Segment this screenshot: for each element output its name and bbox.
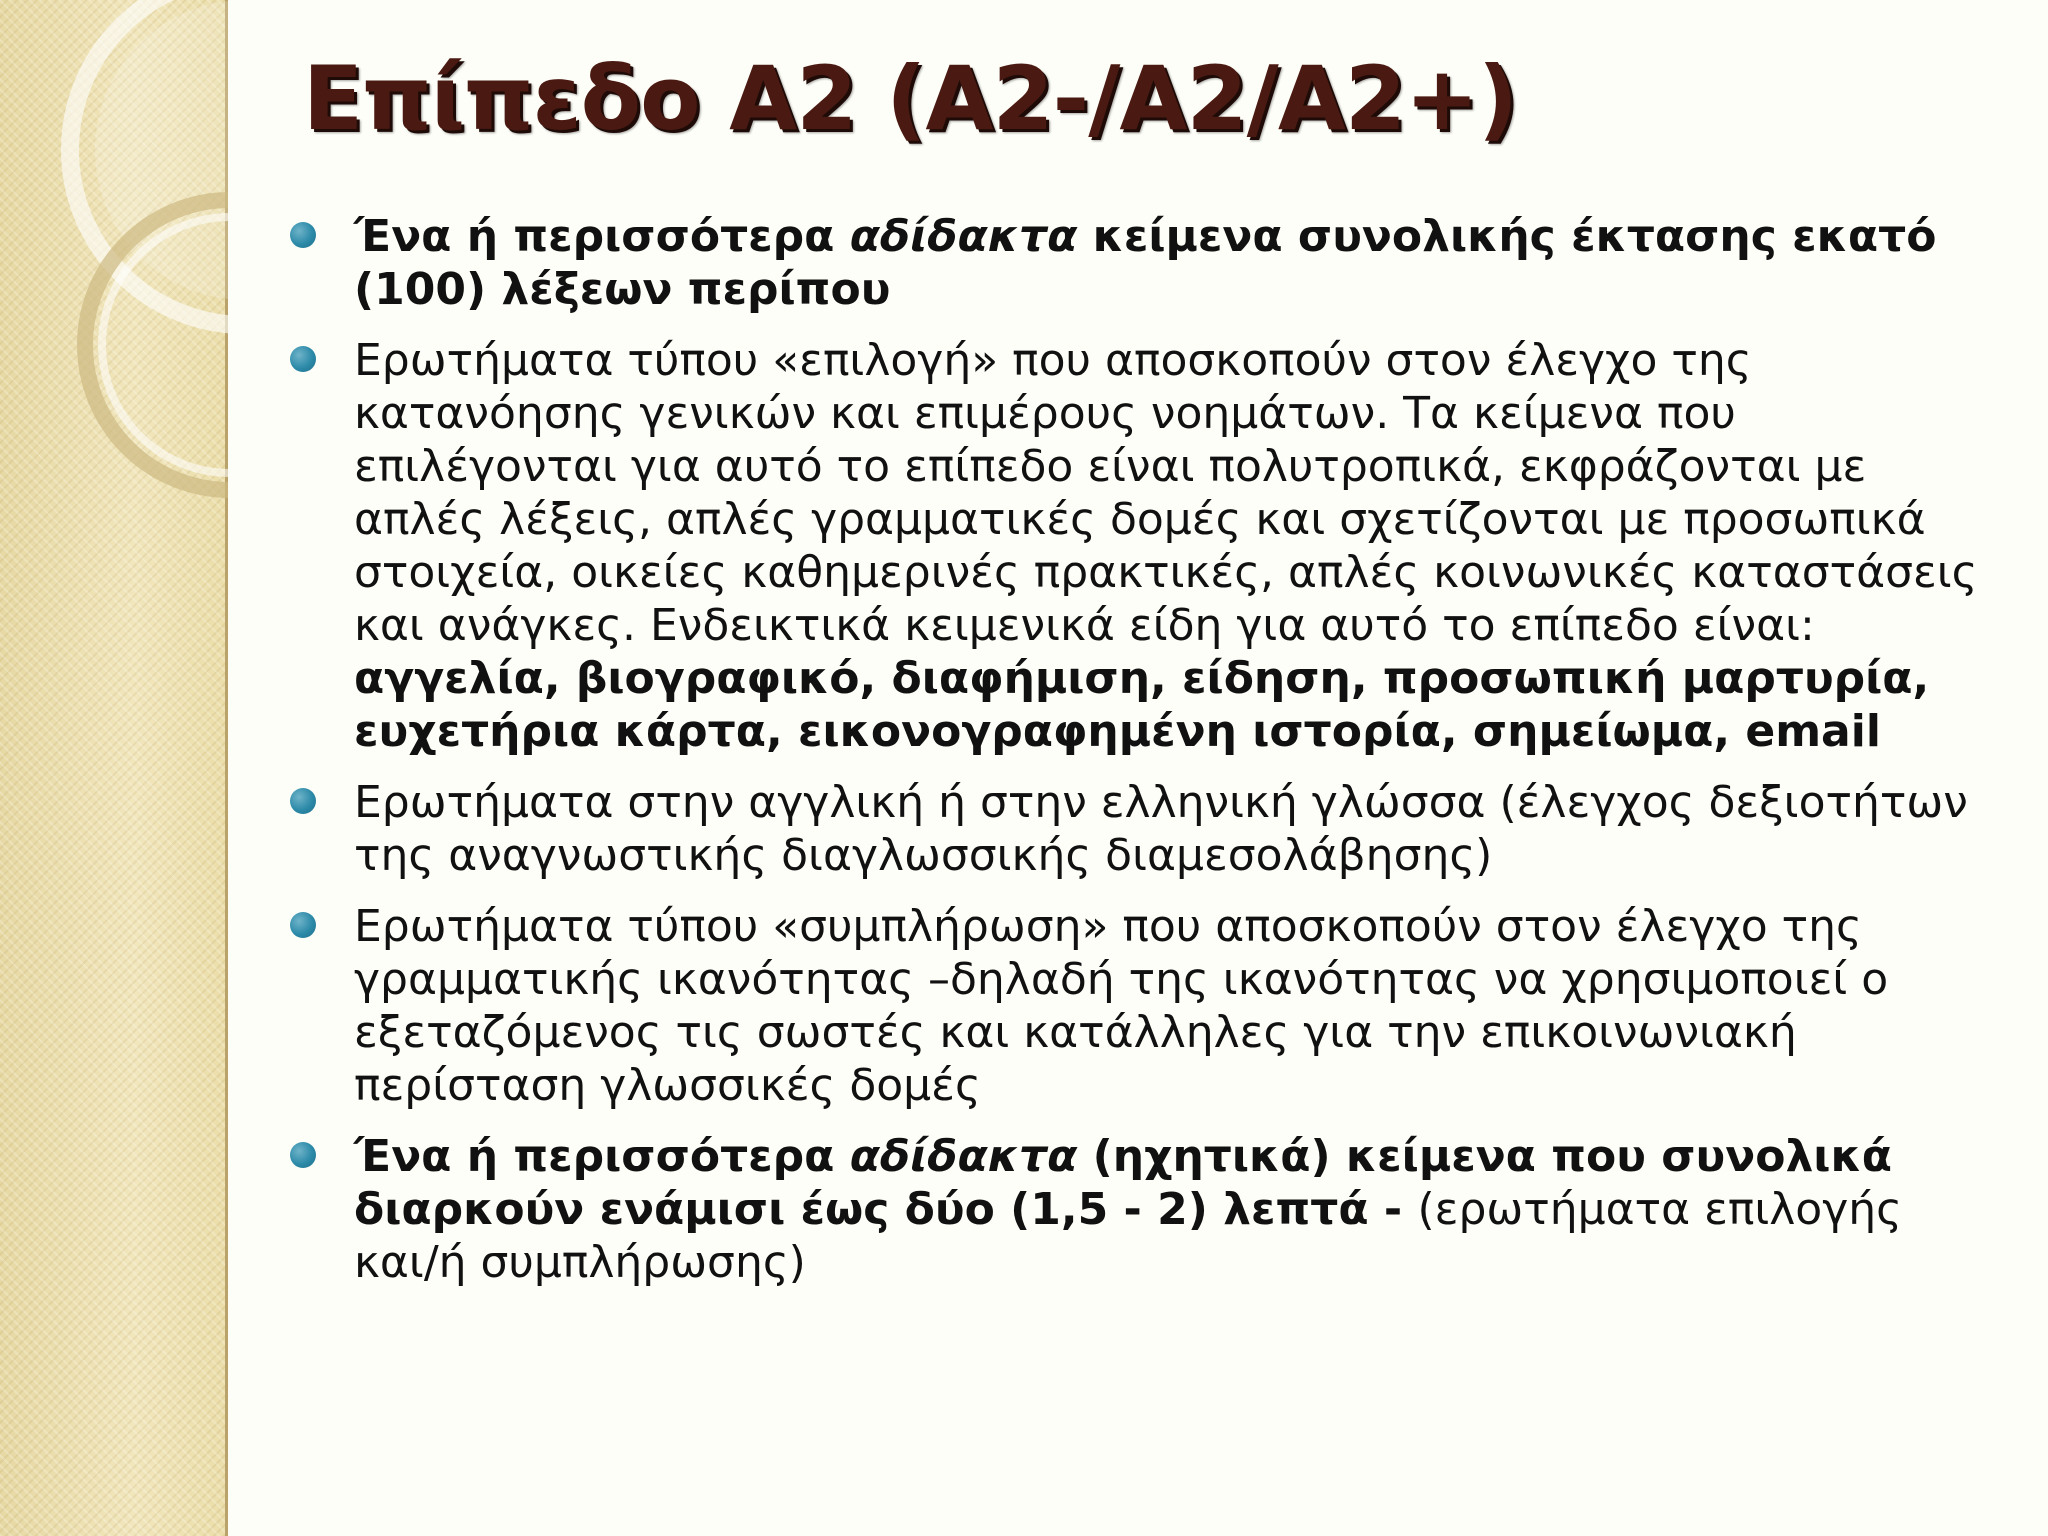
- bullet-text: Ένα ή περισσότερα αδίδακτα κείμενα συνολικής έκτασης εκατό (100) λέξεων περίπου: [354, 211, 1937, 315]
- list-item: [290, 334, 1990, 758]
- list-item: [290, 900, 1990, 1112]
- bullet-text: Ερωτήματα τύπου «επιλογή» που αποσκοπούν στον έλεγχο της κατανόησης γενικών και επιμέρους νοημάτων. Τα κείμενα που επιλέγονται για αυτό το επίπεδο είναι πολυτροπικά, εκφράζονται με απλές λέξεις, απλές γραμματικές δομές και σχετίζονται με προσωπικά στοιχεία, οικείες καθημερινές πρακτικές, απλές κοινωνικές καταστάσεις και ανάγκες. Ενδεικτικά κειμενικά είδη για αυτό το επίπεδο είναι: αγγελία, βιογραφικό, διαφήμιση, είδηση, προσωπική μαρτυρία, ευχετήρια κάρτα, εικονογραφημένη ιστορία, σημείωμα, email: [354, 335, 1978, 757]
- bullet-icon: [290, 1142, 316, 1168]
- list-item: [290, 1130, 1990, 1289]
- bullet-icon: [290, 222, 316, 248]
- list-item: [290, 210, 1990, 316]
- bullet-text: Ερωτήματα τύπου «συμπλήρωση» που αποσκοπούν στον έλεγχο της γραμματικής ικανότητας –δηλαδή της ικανότητας να χρησιμοποιεί ο εξεταζόμενος τις σωστές και κατάλληλες για την επικοινωνιακή περίσταση γλωσσικές δομές: [354, 901, 1889, 1111]
- bullet-list: [290, 210, 1990, 1307]
- decorative-rings-icon: [0, 0, 228, 1536]
- bullet-icon: [290, 912, 316, 938]
- slide-title: Επίπεδο Α2 (Α2-/Α2/Α2+): [303, 47, 1518, 150]
- bullet-icon: [290, 346, 316, 372]
- bullet-text: Ερωτήματα στην αγγλική ή στην ελληνική γλώσσα (έλεγχος δεξιοτήτων της αναγνωστικής διαγλωσσικής διαμεσολάβησης): [354, 777, 1968, 881]
- decorative-sidebar: [0, 0, 228, 1536]
- list-item: [290, 776, 1990, 882]
- bullet-text: Ένα ή περισσότερα αδίδακτα (ηχητικά) κείμενα που συνολικά διαρκούν ενάμισι έως δύο (1,5 - 2) λεπτά - (ερωτήματα επιλογής και/ή συμπλήρωσης): [354, 1131, 1902, 1288]
- bullet-icon: [290, 788, 316, 814]
